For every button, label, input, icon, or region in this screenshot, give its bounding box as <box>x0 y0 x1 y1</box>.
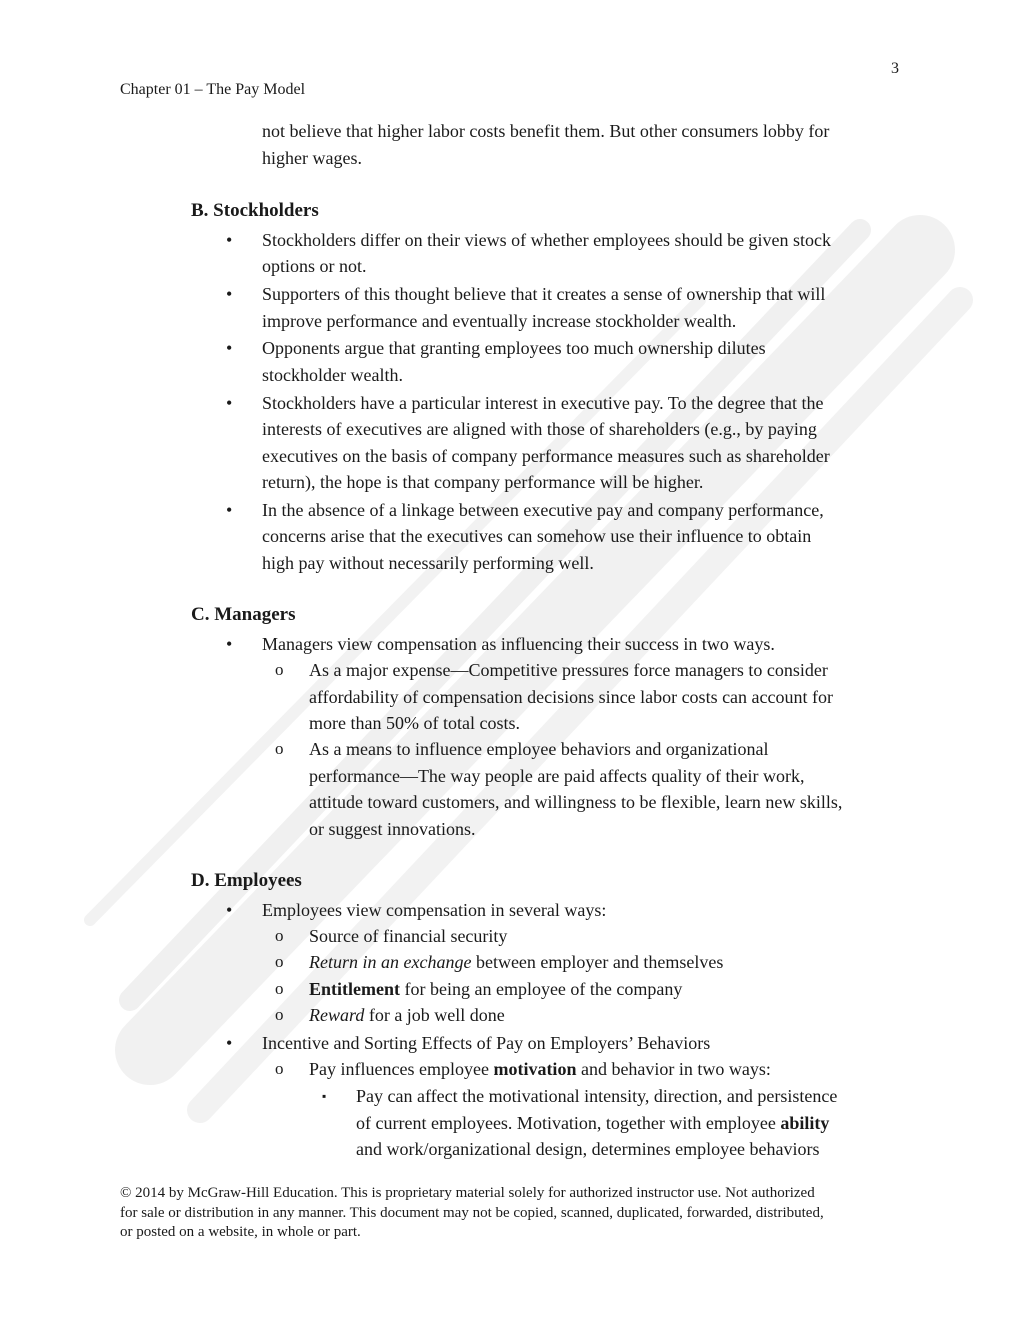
bullet-icon: • <box>226 338 233 358</box>
stockholders-bullet-5-line-3: high pay without necessarily performing well. <box>262 553 594 573</box>
footer-line-3: or posted on a website, in whole or part. <box>120 1224 361 1240</box>
circle-bullet-icon: o <box>275 952 284 971</box>
managers-sub-1-line-2: affordability of compensation decisions since labor costs can account for <box>309 687 834 707</box>
stockholders-bullet-5-line-1: In the absence of a linkage between executive pay and company performance, <box>262 500 824 520</box>
employees-way-4-rest: for a job well done <box>364 1005 505 1025</box>
stockholders-bullet-3-line-1: Opponents argue that granting employees too much ownership dilutes <box>262 338 766 358</box>
employees-bullet-2: Incentive and Sorting Effects of Pay on Employers’ Behaviors <box>262 1033 711 1053</box>
managers-sub-2-line-4: or suggest innovations. <box>309 819 476 839</box>
bullet-icon: • <box>226 634 233 654</box>
stockholders-bullet-1-line-2: options or not. <box>262 256 367 276</box>
managers-sub-2-line-1: As a means to influence employee behaviors and organizational <box>309 739 769 759</box>
circle-bullet-icon: o <box>275 1059 284 1078</box>
section-heading-employees: D. Employees <box>191 870 302 891</box>
section-heading-managers: C. Managers <box>191 604 296 625</box>
circle-bullet-icon: o <box>275 979 284 998</box>
stockholders-bullet-4-line-4: return), the hope is that company performance will be higher. <box>262 472 704 492</box>
circle-bullet-icon: o <box>275 926 284 945</box>
stockholders-bullet-4-line-1: Stockholders have a particular interest in executive pay. To the degree that the <box>262 393 824 413</box>
bullet-icon: • <box>226 500 233 520</box>
page-number: 3 <box>891 60 899 77</box>
employees-way-2-rest: between employer and themselves <box>471 952 724 972</box>
employees-way-3-rest: for being an employee of the company <box>399 979 683 999</box>
managers-sub-2-line-3: attitude toward customers, and willingness to be flexible, learn new skills, <box>309 792 843 812</box>
managers-bullet: Managers view compensation as influencing their success in two ways. <box>262 634 775 654</box>
copyright-footer <box>120 1184 910 1243</box>
circle-bullet-icon: o <box>275 739 284 758</box>
section-heading-stockholders: B. Stockholders <box>191 200 319 221</box>
square-bullet-icon: ▪ <box>322 1089 327 1103</box>
bullet-icon: • <box>226 284 233 304</box>
footer-line-1: © 2014 by McGraw-Hill Education. This is proprietary material solely for authorized instructor use. Not authorized <box>120 1185 815 1201</box>
stockholders-bullet-2-line-1: Supporters of this thought believe that it creates a sense of ownership that will <box>262 284 826 304</box>
managers-sub-1-line-1: As a major expense—Competitive pressures force managers to consider <box>309 660 828 680</box>
circle-bullet-icon: o <box>275 660 284 679</box>
employees-way-3-strong: Entitlement <box>309 979 400 999</box>
bullet-icon: • <box>226 1033 233 1053</box>
employees-way-2 <box>309 949 723 976</box>
bullet-icon: • <box>226 900 233 920</box>
stockholders-bullet-4-line-2: interests of executives are aligned with those of shareholders (e.g., by paying <box>262 419 817 439</box>
chapter-header: Chapter 01 – The Pay Model <box>120 81 306 98</box>
bullet-icon: • <box>226 230 233 250</box>
employees-bullet-1: Employees view compensation in several ways: <box>262 900 607 920</box>
motivation-pre: Pay influences employee <box>309 1059 494 1079</box>
footer-line-2: for sale or distribution in any manner. This document may not be copied, scanned, duplicated, forwarded, distributed, <box>120 1204 824 1221</box>
square-item-line-1: Pay can affect the motivational intensity, direction, and persistence <box>356 1086 838 1106</box>
square-item-line-2-pre: of current employees. Motivation, together with employee <box>356 1113 781 1133</box>
stockholders-bullet-4-line-3: executives on the basis of company performance measures such as shareholder <box>262 446 830 466</box>
employees-way-2-emphasis: Return in an exchange <box>309 952 472 972</box>
employees-way-4-emphasis: Reward <box>309 1005 365 1025</box>
managers-sub-1-line-3: more than 50% of total costs. <box>309 713 520 733</box>
motivation-strong: motivation <box>493 1059 577 1079</box>
stockholders-bullet-2-line-2: improve performance and eventually increase stockholder wealth. <box>262 311 737 331</box>
intro-line-1: not believe that higher labor costs benefit them. But other consumers lobby for <box>262 121 830 141</box>
intro-line-2: higher wages. <box>262 148 362 168</box>
employees-way-1: Source of financial security <box>309 926 508 946</box>
motivation-post: and behavior in two ways: <box>576 1059 771 1079</box>
stockholders-bullet-1-line-1: Stockholders differ on their views of whether employees should be given stock <box>262 230 832 250</box>
stockholders-bullet-3-line-2: stockholder wealth. <box>262 365 403 385</box>
bullet-icon: • <box>226 393 233 413</box>
managers-sub-2-line-2: performance—The way people are paid affects quality of their work, <box>309 766 805 786</box>
square-item-line-2-strong: ability <box>780 1113 830 1133</box>
employees-way-3 <box>309 976 682 1003</box>
circle-bullet-icon: o <box>275 1005 284 1024</box>
motivation-line <box>309 1056 771 1083</box>
square-item-line-2 <box>356 1110 829 1137</box>
stockholders-bullet-5-line-2: concerns arise that the executives can somehow use their influence to obtain <box>262 526 812 546</box>
square-item-line-3: and work/organizational design, determines employee behaviors <box>356 1139 820 1159</box>
employees-way-4 <box>309 1002 505 1029</box>
